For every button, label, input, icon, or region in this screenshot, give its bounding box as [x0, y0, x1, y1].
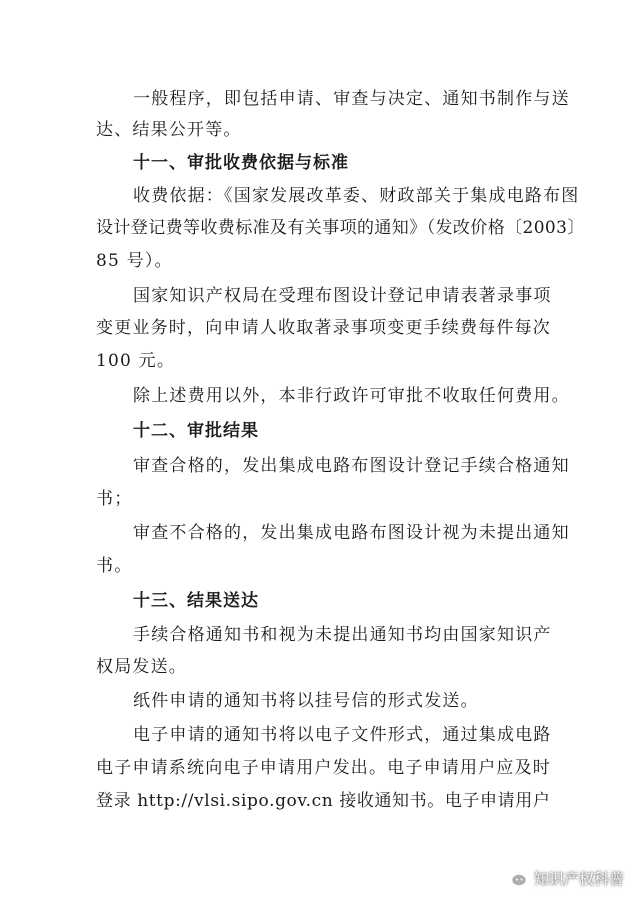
paragraph-line: 纸件申请的通知书将以挂号信的形式发送。	[133, 691, 479, 711]
wechat-icon	[502, 867, 528, 889]
watermark-text: 知识产权科普	[533, 869, 624, 888]
paragraph-line: 书。	[96, 556, 133, 576]
paragraph-line: 电子申请系统向电子申请用户发出。电子申请用户应及时	[96, 758, 551, 778]
paragraph-line: 变更业务时，向申请人收取著录事项变更手续费每件每次	[96, 318, 551, 338]
paragraph-line: 100 元。	[96, 351, 176, 371]
paragraph-line: 登录 http://vlsi.sipo.gov.cn 接收通知书。电子申请用户	[96, 791, 551, 811]
paragraph-line: 书；	[96, 489, 133, 509]
paragraph-line: 手续合格通知书和视为未提出通知书均由国家知识产	[133, 625, 552, 645]
paragraph-line: 权局发送。	[96, 657, 187, 677]
paragraph-line: 设计登记费等收费标准及有关事项的通知》（发改价格〔2003〕	[96, 218, 585, 238]
section-heading-13: 十三、结果送达	[133, 591, 259, 611]
watermark	[502, 865, 624, 891]
paragraph-line: 审查不合格的，发出集成电路布图设计视为未提出通知	[133, 523, 570, 543]
paragraph-line: 审查合格的，发出集成电路布图设计登记手续合格通知	[133, 456, 570, 476]
paragraph-line: 85 号）。	[96, 251, 173, 271]
paragraph-line: 除上述费用以外，本非行政许可审批不收取任何费用。	[133, 386, 570, 406]
paragraph-line: 电子申请的通知书将以电子文件形式，通过集成电路	[133, 725, 552, 745]
paragraph-line: 达、结果公开等。	[96, 120, 242, 140]
section-heading-11: 十一、审批收费依据与标准	[133, 153, 349, 173]
paragraph-line: 一般程序，即包括申请、审查与决定、通知书制作与送	[133, 89, 570, 109]
section-heading-12: 十二、审批结果	[133, 421, 259, 441]
paragraph-line: 收费依据：《国家发展改革委、财政部关于集成电路布图	[133, 186, 580, 206]
paragraph-line: 国家知识产权局在受理布图设计登记申请表著录事项	[133, 286, 552, 306]
